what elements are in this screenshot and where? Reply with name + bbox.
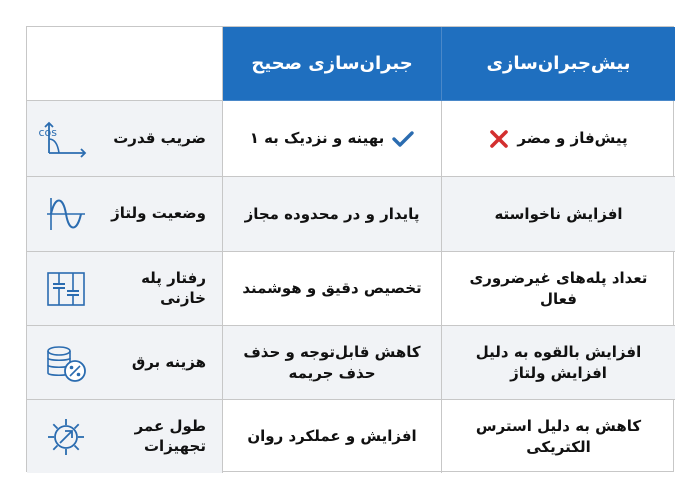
over-cell xyxy=(442,101,675,177)
over-cell: تعداد پله‌های غیرضروری فعال xyxy=(442,252,675,326)
over-cell: کاهش به دلیل استرس الکتریکی xyxy=(475,417,642,456)
over-cell: افزایش بالقوه به دلیل افزایش ولتاژ xyxy=(442,326,675,400)
check-icon xyxy=(392,130,414,148)
svg-text:cos: cos xyxy=(38,125,57,139)
over-text: پیش‌فاز و مضر xyxy=(517,129,628,148)
header-over: بیش‌جبران‌سازی xyxy=(442,27,675,101)
over-cell: افزایش ناخواسته xyxy=(442,177,675,252)
correct-cell: افزایش و عملکرد روان xyxy=(223,400,442,473)
correct-cell: تخصیص دقیق و هوشمند xyxy=(223,252,442,326)
header-empty-cell xyxy=(27,27,223,101)
criterion-label: ضریب قدرت xyxy=(113,128,206,147)
capacitor-bank-icon xyxy=(45,268,87,310)
criterion-cell xyxy=(27,101,223,177)
sine-wave-icon xyxy=(45,193,87,235)
correct-cell: پایدار و در محدوده مجاز xyxy=(223,177,442,252)
criterion-label: هزینه برق xyxy=(131,352,206,371)
cos-phi-icon xyxy=(38,118,87,160)
criterion-cell xyxy=(27,252,223,326)
criterion-label: رفتار پله خازنی xyxy=(141,269,206,307)
criterion-cell xyxy=(27,177,223,252)
coins-percent-icon xyxy=(45,342,87,384)
criterion-cell xyxy=(27,400,223,473)
correct-cell xyxy=(223,101,442,177)
cross-icon xyxy=(489,129,509,149)
criterion-cell xyxy=(27,326,223,400)
criterion-label: وضعیت ولتاژ xyxy=(111,204,206,223)
criterion-label: طول عمر تجهیزات xyxy=(134,417,206,455)
correct-text: بهینه و نزدیک به ۱ xyxy=(249,129,385,148)
correct-cell: کاهش قابل‌توجه و حذف حذف جریمه xyxy=(223,326,442,400)
comparison-table xyxy=(26,26,674,472)
gear-arrow-icon xyxy=(45,416,87,458)
header-correct: جبران‌سازی صحیح xyxy=(223,27,442,101)
